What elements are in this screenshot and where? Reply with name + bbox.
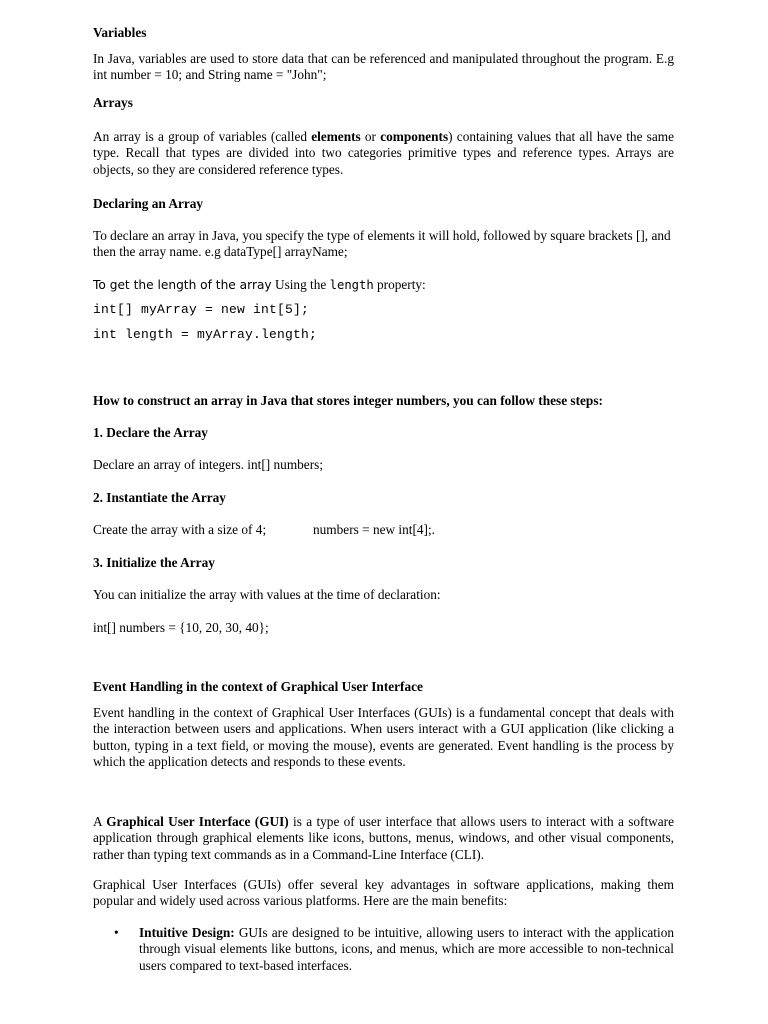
arrays-bold-components: components — [380, 129, 449, 144]
step3-code: int[] numbers = {10, 20, 30, 40}; — [93, 620, 269, 635]
step2-text-a: Create the array with a size of 4; — [93, 522, 267, 537]
step3-text: You can initialize the array with values at the time of declaration: — [93, 587, 441, 602]
arrays-bold-elements: elements — [311, 129, 361, 144]
paragraph-array-length — [93, 277, 674, 293]
arrays-text-3: ) containing values that all have the same type. Recall that types are divided into two categories primitive types and reference types. Arrays are objects, so they are considered reference types. — [93, 129, 674, 177]
heading-event-handling: Event Handling in the context of Graphical User Interface — [93, 679, 423, 694]
arrays-text-1: An array is a group of variables (called — [93, 129, 312, 144]
step1-text: Declare an array of integers. int[] numbers; — [93, 457, 324, 472]
step2-heading: 2. Instantiate the Array — [93, 490, 226, 505]
bullet-bold-label: Intuitive Design: — [139, 925, 235, 940]
gui-bold-term: Graphical User Interface (GUI) — [106, 814, 289, 829]
heading-construct-array: How to construct an array in Java that stores integer numbers, you can follow these steps: — [93, 393, 603, 408]
step3-heading: 3. Initialize the Array — [93, 555, 215, 570]
arrays-text-2: or — [360, 129, 381, 144]
length-intro-sans: To get the length of the array — [93, 278, 272, 292]
step1-heading: 1. Declare the Array — [93, 425, 208, 440]
step2-text-b: numbers = new int[4];. — [313, 522, 435, 537]
bullet-text — [139, 925, 674, 974]
length-inline-code: length — [329, 278, 374, 292]
gui-text-suffix: is a type of user interface that allows users to interact with a software application through graphical elements like icons, buttons, menus, windows, and other visual components, rather than typing text commands as in a Command-Line Interface (CLI). — [93, 814, 674, 862]
heading-arrays: Arrays — [93, 95, 133, 110]
gui-text-prefix: A — [93, 814, 107, 829]
paragraph-gui-definition — [93, 814, 674, 863]
length-intro-text: Using the — [271, 277, 330, 292]
heading-variables: Variables — [93, 25, 147, 40]
code-line-2: int length = myArray.length; — [93, 327, 318, 342]
step2-text — [93, 522, 674, 538]
bullet-body: GUIs are designed to be intuitive, allowing users to interact with the application through visual elements like buttons, icons, and menus, which are more accessible to non-technical users compared to text-based interfaces. — [139, 925, 674, 973]
heading-declaring-array: Declaring an Array — [93, 196, 204, 211]
paragraph-declaring-array: To declare an array in Java, you specify the type of elements it will hold, followed by square brackets [], and then the array name. e.g dataType[] arrayName; — [93, 228, 671, 260]
code-line-1: int[] myArray = new int[5]; — [93, 302, 310, 317]
list-item — [93, 925, 674, 975]
bullet-icon: • — [114, 925, 119, 940]
paragraph-event-handling: Event handling in the context of Graphical User Interfaces (GUIs) is a fundamental concept that deals with the interaction between users and applications. When users interact with a GUI application (like clicking a button, typing in a text field, or moving the mouse), events are generated. Event handling is the process by which the application detects and responds to these events. — [93, 705, 674, 770]
paragraph-gui-advantages: Graphical User Interfaces (GUIs) offer several key advantages in software applications, making them popular and widely used across various platforms. Here are the main benefits: — [93, 877, 674, 909]
length-intro-suffix: property: — [373, 277, 426, 292]
paragraph-variables: In Java, variables are used to store data that can be referenced and manipulated throughout the program. E.g int number = 10; and String name = "John"; — [93, 51, 674, 83]
paragraph-arrays — [93, 129, 674, 178]
